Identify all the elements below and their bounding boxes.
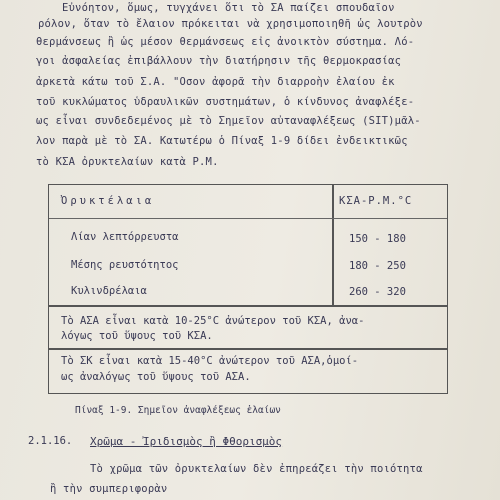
table-row-range: 150 - 180 [349,233,406,245]
table-row-name: Λίαν λεπτόρρευστα [71,231,179,243]
table-note-line: ως ἀναλόγως τοῦ ὕψους τοῦ ΑΣΑ. [61,371,251,383]
table-note-line: λόγως τοῦ ὕψους τοῦ ΚΣΑ. [61,330,213,342]
body-line: τὸ ΚΣΑ ὀρυκτελαίων κατὰ Ρ.Μ. [36,156,219,168]
table-row-name: Μέσης ρευστότητος [71,259,179,271]
body-line: τοῦ κυκλώματος ὑδραυλικῶν συστημάτων, ὁ κίνδυνος ἀναφλέξε- [36,96,415,108]
body-line: ἀρκετὰ κάτω τοῦ Σ.Α. "Οσον ἀφορᾶ τὴν διαρροὴν ἐλαίου ἐκ [36,76,395,88]
row-rule [49,348,447,350]
section-number: 2.1.16. [28,435,73,447]
oil-flash-point-table [48,184,448,394]
column-divider [332,185,334,305]
table-header-flash-point: ΚΣΑ-Ρ.Μ.°C [339,195,413,207]
table-header-oils: Ὀρυκτέλαια [61,195,155,207]
body-line: ρόλον, ὅταν τὸ ἔλαιον πρόκειται νὰ χρησιμοποιηθῆ ὡς λουτρὸν [38,18,423,30]
body-line: ἢ τὴν συμπεριφορὰν [50,483,168,495]
body-line: Τὸ χρῶμα τῶν ὀρυκτελαίων δὲν ἐπηρεάζει τὴν ποιότητα [90,463,423,475]
row-rule [49,305,447,307]
table-caption: Πίναξ 1-9. Σημεῖον ἀναφλέξεως ἐλαίων [75,405,281,416]
table-row-range: 180 - 250 [349,260,406,272]
header-rule [49,218,447,219]
body-line: γοι ἀσφαλείας ἐπιβάλλουν τὴν διατήρησιν τῆς θερμοκρασίας [36,55,402,67]
body-line: Εὐνόητον, ὅμως, τυγχάνει ὅτι τὸ ΣΑ παίζει σπουδαῖον [62,2,395,14]
body-line: ως εἶναι συνδεδεμένος μὲ τὸ Σημεῖον αὐταναφλέξεως (SIT)μᾶλ- [36,115,421,127]
section-title: Χρῶμα - Ἰριδισμὸς ἢ Φθορισμὸς [90,435,283,448]
table-note-line: Τὸ ΣΚ εἶναι κατὰ 15-40°C ἀνώτερον τοῦ ΑΣΑ,ὁμοί- [61,355,359,367]
table-note-line: Τὸ ΑΣΑ εἶναι κατὰ 10-25°C ἀνώτερον τοῦ ΚΣΑ, ἀνα- [61,315,365,327]
body-line: θερμάνσεως ἢ ὡς μέσον θερμάνσεως εἰς ἀνοικτὸν σύστημα. Λό- [36,36,415,48]
body-line: λον παρὰ μὲ τὸ ΣΑ. Κατωτέρω ὁ Πίναξ 1-9 δίδει ἐνδεικτικῶς [36,135,408,147]
table-row-name: Κυλινδρέλαια [71,285,147,297]
table-row-range: 260 - 320 [349,286,406,298]
